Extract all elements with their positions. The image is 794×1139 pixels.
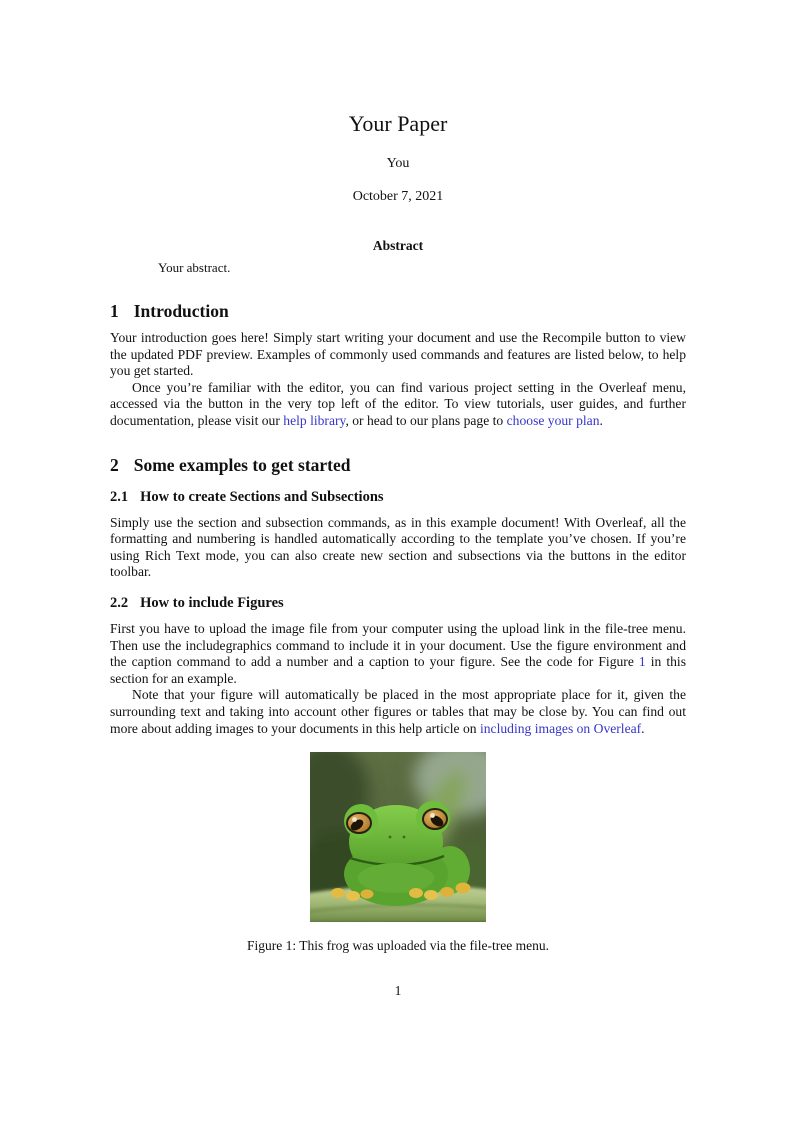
subsection-2-1-paragraph: Simply use the section and subsection commands, as in this example document! With Overleaf, all the formatting and numbering is handled automatically according to the template you’ve chosen. If you’re using Rich Text mode, you can also create new section and subsections via the buttons in the editor toolbar.: [110, 514, 686, 580]
figures-paragraph-1: [110, 621, 686, 687]
abstract-heading: Abstract: [372, 238, 424, 253]
figure-1: [310, 752, 486, 922]
paragraph-text: Once you’re familiar with the editor, you can find various project setting in the Overleaf menu, accessed via the button in the very top left of the editor. To view tutorials, user guides, and further documentation, please visit our: [110, 379, 686, 428]
choose-your-plan-link[interactable]: choose your plan: [506, 412, 600, 428]
paragraph-text: in this section for an example.: [110, 654, 686, 686]
intro-paragraph-1: Your introduction goes here! Simply start writing your document and use the Recompile button to view the updated PDF preview. Examples of commonly used commands and features are listed below, to help you get started.: [110, 330, 686, 379]
help-library-link[interactable]: help library: [283, 412, 346, 428]
paragraph-text: Note that your figure will automatically be placed in the most appropriate place for it, given the surrounding text and taking into account other figures or tables that may be close by. You can find out more about adding images to your documents in this help article on: [110, 687, 686, 736]
paper-title: Your Paper: [348, 111, 448, 136]
section-1-number: 1: [110, 301, 119, 321]
figure-1-caption: Figure 1: This frog was uploaded via the file-tree menu.: [247, 938, 549, 954]
including-images-link[interactable]: including images on Overleaf: [479, 720, 642, 736]
section-2-title: Some examples to get started: [133, 454, 351, 475]
frog-photo: [310, 752, 486, 922]
pdf-page: [110, 111, 686, 999]
subsection-2-1-number: 2.1: [110, 488, 129, 505]
section-1-heading: [110, 301, 686, 321]
paper-author: You: [386, 156, 410, 171]
section-2-number: 2: [110, 454, 119, 475]
paper-date: October 7, 2021: [352, 189, 444, 204]
subsection-2-2-heading: [110, 595, 686, 612]
subsection-2-1-title: How to create Sections and Subsections: [140, 488, 384, 505]
paragraph-text: , or head to our plans page to: [345, 412, 507, 428]
section-2-heading: [110, 455, 686, 475]
paragraph-text: First you have to upload the image file from your computer using the upload link in the file-tree menu. Then use the includegraphics command to include it in your document. Use the figure environment and the caption command to add a number and a caption to your figure. See the code for Figure: [110, 620, 686, 670]
page-number: 1: [394, 983, 402, 999]
section-1-title: Introduction: [133, 301, 229, 321]
paragraph-text: .: [599, 412, 603, 428]
subsection-2-2-number: 2.2: [110, 594, 129, 611]
subsection-2-2-title: How to include Figures: [140, 594, 284, 611]
figures-paragraph-2: [110, 687, 686, 737]
abstract-text: Your abstract.: [158, 260, 231, 275]
subsection-2-1-heading: [110, 489, 686, 506]
paragraph-text: .: [641, 720, 645, 736]
intro-paragraph-2: [110, 380, 686, 430]
figure-1-ref-link[interactable]: 1: [638, 654, 646, 670]
